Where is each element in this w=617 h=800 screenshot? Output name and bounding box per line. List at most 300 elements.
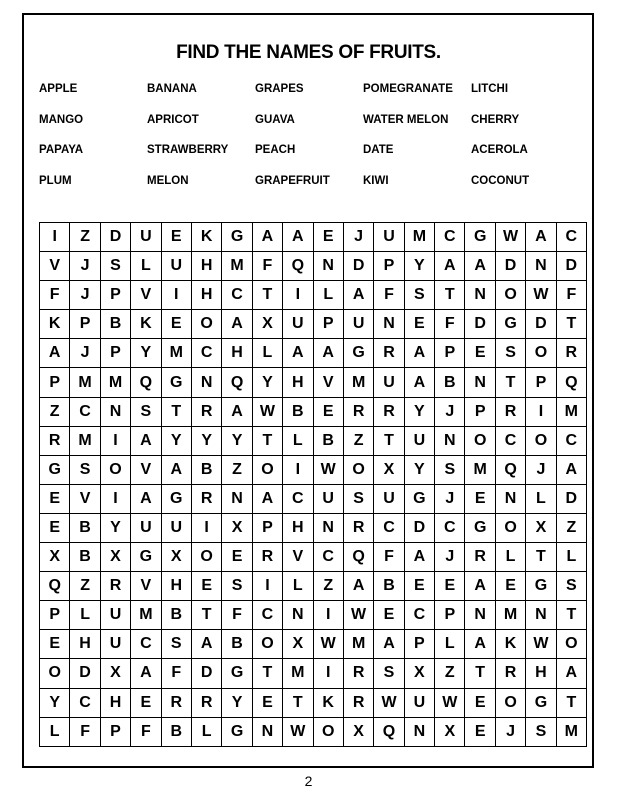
- grid-cell: C: [283, 484, 313, 513]
- grid-cell: S: [161, 630, 191, 659]
- grid-cell: C: [374, 513, 404, 542]
- grid-cell: M: [495, 601, 525, 630]
- grid-cell: P: [70, 310, 100, 339]
- grid-cell: S: [131, 397, 161, 426]
- grid-cell: R: [343, 397, 373, 426]
- grid-cell: O: [100, 455, 130, 484]
- grid-cell: G: [465, 513, 495, 542]
- grid-cell: E: [161, 310, 191, 339]
- grid-cell: X: [374, 455, 404, 484]
- grid-cell: E: [313, 223, 343, 252]
- grid-cell: A: [343, 572, 373, 601]
- grid-cell: H: [283, 513, 313, 542]
- grid-cell: P: [252, 513, 282, 542]
- grid-cell: R: [343, 659, 373, 688]
- grid-cell: A: [161, 455, 191, 484]
- word-list-row: [39, 74, 599, 105]
- grid-cell: T: [252, 659, 282, 688]
- grid-cell: Z: [556, 513, 586, 542]
- grid-cell: A: [404, 368, 434, 397]
- grid-cell: D: [556, 252, 586, 281]
- grid-cell: T: [435, 281, 465, 310]
- grid-cell: E: [465, 717, 495, 746]
- grid-cell: G: [526, 688, 556, 717]
- grid-cell: N: [526, 601, 556, 630]
- grid-row: [40, 455, 587, 484]
- grid-cell: M: [556, 397, 586, 426]
- grid-cell: Q: [283, 252, 313, 281]
- grid-cell: U: [404, 426, 434, 455]
- grid-cell: B: [435, 368, 465, 397]
- grid-cell: O: [526, 339, 556, 368]
- grid-cell: Q: [556, 368, 586, 397]
- grid-cell: D: [465, 310, 495, 339]
- grid-cell: P: [526, 368, 556, 397]
- grid-cell: J: [435, 397, 465, 426]
- grid-cell: Q: [374, 717, 404, 746]
- grid-cell: H: [191, 281, 221, 310]
- grid-cell: C: [313, 543, 343, 572]
- grid-cell: W: [313, 455, 343, 484]
- fruit-word: APRICOT: [147, 113, 199, 126]
- grid-cell: A: [465, 252, 495, 281]
- grid-cell: W: [435, 688, 465, 717]
- grid-cell: O: [313, 717, 343, 746]
- grid-cell: T: [495, 368, 525, 397]
- grid-cell: I: [283, 455, 313, 484]
- grid-cell: S: [435, 455, 465, 484]
- grid-cell: L: [131, 252, 161, 281]
- grid-cell: H: [526, 659, 556, 688]
- grid-row: [40, 601, 587, 630]
- grid-cell: H: [222, 339, 252, 368]
- grid-cell: Z: [435, 659, 465, 688]
- fruit-word: COCONUT: [471, 174, 530, 187]
- grid-cell: X: [283, 630, 313, 659]
- grid-cell: O: [495, 688, 525, 717]
- grid-cell: J: [526, 455, 556, 484]
- grid-cell: N: [252, 717, 282, 746]
- grid-cell: P: [435, 339, 465, 368]
- grid-cell: T: [374, 426, 404, 455]
- grid-cell: Q: [222, 368, 252, 397]
- grid-cell: L: [252, 339, 282, 368]
- grid-cell: U: [374, 484, 404, 513]
- grid-cell: L: [70, 601, 100, 630]
- grid-cell: U: [161, 513, 191, 542]
- grid-cell: X: [40, 543, 70, 572]
- grid-cell: U: [374, 223, 404, 252]
- grid-cell: N: [435, 426, 465, 455]
- grid-cell: T: [556, 601, 586, 630]
- grid-cell: H: [283, 368, 313, 397]
- grid-cell: B: [100, 310, 130, 339]
- grid-cell: B: [70, 543, 100, 572]
- grid-cell: N: [465, 281, 495, 310]
- grid-cell: U: [161, 252, 191, 281]
- grid-cell: A: [131, 659, 161, 688]
- grid-cell: E: [495, 572, 525, 601]
- grid-cell: M: [465, 455, 495, 484]
- grid-cell: F: [435, 310, 465, 339]
- grid-cell: V: [283, 543, 313, 572]
- grid-cell: P: [100, 717, 130, 746]
- grid-cell: A: [283, 339, 313, 368]
- grid-cell: F: [131, 717, 161, 746]
- fruit-word: PEACH: [255, 144, 296, 157]
- grid-cell: B: [313, 426, 343, 455]
- grid-cell: A: [40, 339, 70, 368]
- grid-cell: L: [283, 572, 313, 601]
- grid-cell: F: [40, 281, 70, 310]
- grid-cell: O: [495, 281, 525, 310]
- grid-row: [40, 717, 587, 746]
- word-list-row: [39, 105, 599, 136]
- grid-cell: S: [70, 455, 100, 484]
- grid-row: [40, 630, 587, 659]
- grid-cell: R: [343, 513, 373, 542]
- grid-cell: A: [556, 455, 586, 484]
- grid-cell: T: [252, 426, 282, 455]
- grid-cell: O: [495, 513, 525, 542]
- grid-cell: D: [100, 223, 130, 252]
- grid-cell: V: [313, 368, 343, 397]
- grid-cell: N: [313, 513, 343, 542]
- grid-cell: E: [313, 397, 343, 426]
- grid-cell: P: [40, 601, 70, 630]
- grid-cell: Q: [131, 368, 161, 397]
- grid-cell: C: [70, 397, 100, 426]
- grid-cell: G: [161, 368, 191, 397]
- grid-cell: Y: [191, 426, 221, 455]
- grid-cell: K: [191, 223, 221, 252]
- grid-row: [40, 484, 587, 513]
- grid-cell: Y: [404, 397, 434, 426]
- grid-cell: C: [556, 223, 586, 252]
- grid-cell: W: [313, 630, 343, 659]
- fruit-word: GUAVA: [255, 113, 295, 126]
- grid-cell: E: [404, 572, 434, 601]
- grid-cell: S: [374, 659, 404, 688]
- grid-cell: E: [40, 484, 70, 513]
- grid-cell: A: [404, 543, 434, 572]
- fruit-word: GRAPEFRUIT: [255, 174, 330, 187]
- grid-row: [40, 339, 587, 368]
- grid-cell: S: [343, 484, 373, 513]
- grid-cell: I: [191, 513, 221, 542]
- grid-cell: R: [374, 339, 404, 368]
- grid-cell: T: [161, 397, 191, 426]
- grid-cell: Y: [161, 426, 191, 455]
- grid-cell: M: [70, 426, 100, 455]
- grid-cell: N: [283, 601, 313, 630]
- grid-cell: A: [131, 484, 161, 513]
- grid-cell: U: [131, 223, 161, 252]
- grid-cell: O: [343, 455, 373, 484]
- word-search-grid: [39, 222, 587, 747]
- grid-cell: J: [70, 339, 100, 368]
- grid-cell: G: [404, 484, 434, 513]
- grid-cell: G: [40, 455, 70, 484]
- grid-cell: R: [465, 543, 495, 572]
- grid-cell: W: [495, 223, 525, 252]
- grid-cell: F: [374, 281, 404, 310]
- grid-cell: A: [343, 281, 373, 310]
- grid-cell: N: [100, 397, 130, 426]
- grid-cell: V: [70, 484, 100, 513]
- grid-cell: K: [495, 630, 525, 659]
- grid-cell: V: [40, 252, 70, 281]
- grid-cell: R: [343, 688, 373, 717]
- grid-cell: O: [40, 659, 70, 688]
- grid-cell: C: [131, 630, 161, 659]
- fruit-word: BANANA: [147, 83, 197, 96]
- grid-cell: B: [161, 717, 191, 746]
- grid-cell: M: [343, 368, 373, 397]
- grid-row: [40, 659, 587, 688]
- grid-cell: P: [313, 310, 343, 339]
- grid-cell: A: [465, 630, 495, 659]
- grid-cell: I: [100, 426, 130, 455]
- grid-cell: C: [404, 601, 434, 630]
- grid-cell: A: [465, 572, 495, 601]
- grid-cell: O: [191, 543, 221, 572]
- grid-cell: M: [100, 368, 130, 397]
- grid-cell: X: [526, 513, 556, 542]
- grid-cell: A: [556, 659, 586, 688]
- grid-cell: J: [343, 223, 373, 252]
- grid-cell: D: [556, 484, 586, 513]
- grid-cell: N: [374, 310, 404, 339]
- grid-cell: R: [161, 688, 191, 717]
- grid-cell: B: [161, 601, 191, 630]
- grid-cell: Y: [100, 513, 130, 542]
- grid-cell: A: [283, 223, 313, 252]
- grid-cell: Y: [222, 426, 252, 455]
- grid-cell: H: [161, 572, 191, 601]
- grid-cell: I: [252, 572, 282, 601]
- grid-cell: B: [70, 513, 100, 542]
- grid-cell: W: [283, 717, 313, 746]
- grid-cell: E: [435, 572, 465, 601]
- grid-cell: D: [191, 659, 221, 688]
- grid-cell: C: [435, 223, 465, 252]
- grid-cell: K: [313, 688, 343, 717]
- word-list-row: [39, 166, 599, 197]
- grid-cell: D: [495, 252, 525, 281]
- grid-cell: A: [374, 630, 404, 659]
- grid-cell: S: [556, 572, 586, 601]
- grid-cell: Y: [404, 252, 434, 281]
- grid-cell: O: [465, 426, 495, 455]
- grid-cell: Y: [252, 368, 282, 397]
- grid-cell: L: [191, 717, 221, 746]
- grid-cell: N: [526, 252, 556, 281]
- grid-cell: R: [191, 484, 221, 513]
- grid-cell: S: [526, 717, 556, 746]
- grid-cell: D: [526, 310, 556, 339]
- grid-cell: K: [131, 310, 161, 339]
- grid-cell: K: [40, 310, 70, 339]
- grid-cell: X: [222, 513, 252, 542]
- grid-cell: G: [222, 659, 252, 688]
- grid-cell: V: [131, 572, 161, 601]
- grid-cell: A: [313, 339, 343, 368]
- grid-cell: U: [100, 601, 130, 630]
- grid-cell: E: [374, 601, 404, 630]
- grid-cell: E: [465, 688, 495, 717]
- grid-cell: W: [374, 688, 404, 717]
- grid-cell: N: [313, 252, 343, 281]
- grid-cell: O: [252, 630, 282, 659]
- grid-cell: T: [283, 688, 313, 717]
- grid-cell: N: [495, 484, 525, 513]
- grid-cell: H: [70, 630, 100, 659]
- grid-cell: W: [252, 397, 282, 426]
- grid-cell: E: [252, 688, 282, 717]
- grid-row: [40, 368, 587, 397]
- grid-cell: M: [283, 659, 313, 688]
- grid-cell: L: [40, 717, 70, 746]
- grid-cell: L: [526, 484, 556, 513]
- fruit-word: MANGO: [39, 113, 84, 126]
- grid-cell: R: [100, 572, 130, 601]
- grid-cell: E: [40, 630, 70, 659]
- grid-row: [40, 223, 587, 252]
- grid-cell: Q: [343, 543, 373, 572]
- grid-cell: U: [100, 630, 130, 659]
- fruit-word: GRAPES: [255, 83, 304, 96]
- grid-cell: C: [556, 426, 586, 455]
- fruit-word: POMEGRANATE: [363, 83, 453, 96]
- grid-cell: C: [191, 339, 221, 368]
- grid-row: [40, 572, 587, 601]
- grid-cell: T: [252, 281, 282, 310]
- grid-cell: N: [465, 601, 495, 630]
- grid-cell: G: [222, 717, 252, 746]
- grid-cell: B: [222, 630, 252, 659]
- grid-cell: A: [191, 630, 221, 659]
- grid-cell: P: [100, 281, 130, 310]
- grid-cell: A: [131, 426, 161, 455]
- grid-cell: P: [40, 368, 70, 397]
- grid-cell: T: [191, 601, 221, 630]
- grid-cell: F: [374, 543, 404, 572]
- grid-cell: E: [465, 484, 495, 513]
- grid-row: [40, 252, 587, 281]
- fruit-word: PLUM: [39, 174, 72, 187]
- grid-row: [40, 513, 587, 542]
- fruit-word: STRAWBERRY: [147, 144, 229, 157]
- grid-cell: S: [100, 252, 130, 281]
- grid-cell: D: [70, 659, 100, 688]
- grid-cell: B: [374, 572, 404, 601]
- grid-cell: L: [556, 543, 586, 572]
- grid-cell: X: [435, 717, 465, 746]
- grid-cell: G: [465, 223, 495, 252]
- grid-cell: J: [70, 281, 100, 310]
- grid-cell: U: [131, 513, 161, 542]
- grid-cell: U: [374, 368, 404, 397]
- grid-cell: M: [222, 252, 252, 281]
- grid-cell: H: [100, 688, 130, 717]
- grid-row: [40, 543, 587, 572]
- grid-cell: B: [283, 397, 313, 426]
- grid-cell: F: [161, 659, 191, 688]
- grid-cell: I: [313, 601, 343, 630]
- grid-cell: X: [404, 659, 434, 688]
- grid-cell: W: [526, 630, 556, 659]
- grid-cell: U: [343, 310, 373, 339]
- grid-cell: T: [526, 543, 556, 572]
- grid-cell: F: [222, 601, 252, 630]
- grid-cell: I: [526, 397, 556, 426]
- grid-cell: L: [313, 281, 343, 310]
- grid-cell: R: [374, 397, 404, 426]
- grid-cell: R: [252, 543, 282, 572]
- grid-cell: I: [313, 659, 343, 688]
- grid-cell: C: [435, 513, 465, 542]
- grid-cell: E: [161, 223, 191, 252]
- grid-cell: R: [191, 688, 221, 717]
- grid-cell: R: [191, 397, 221, 426]
- grid-cell: W: [343, 601, 373, 630]
- grid-cell: P: [404, 630, 434, 659]
- page-title: FIND THE NAMES OF FRUITS.: [176, 42, 441, 63]
- grid-cell: G: [343, 339, 373, 368]
- grid-cell: I: [161, 281, 191, 310]
- grid-cell: G: [526, 572, 556, 601]
- grid-cell: V: [131, 455, 161, 484]
- grid-cell: I: [100, 484, 130, 513]
- grid-cell: A: [222, 397, 252, 426]
- grid-cell: X: [100, 659, 130, 688]
- fruit-word: ACEROLA: [471, 144, 528, 157]
- grid-cell: X: [343, 717, 373, 746]
- grid-cell: C: [495, 426, 525, 455]
- grid-cell: L: [495, 543, 525, 572]
- grid-cell: Q: [40, 572, 70, 601]
- grid-cell: R: [495, 659, 525, 688]
- grid-cell: M: [70, 368, 100, 397]
- grid-cell: R: [495, 397, 525, 426]
- grid-cell: A: [435, 252, 465, 281]
- grid-cell: G: [222, 223, 252, 252]
- grid-cell: E: [404, 310, 434, 339]
- grid-cell: N: [465, 368, 495, 397]
- grid-cell: L: [435, 630, 465, 659]
- grid-cell: G: [131, 543, 161, 572]
- grid-cell: R: [40, 426, 70, 455]
- grid-cell: L: [283, 426, 313, 455]
- grid-cell: H: [191, 252, 221, 281]
- grid-cell: T: [465, 659, 495, 688]
- grid-cell: J: [435, 484, 465, 513]
- grid-cell: Z: [40, 397, 70, 426]
- grid-row: [40, 688, 587, 717]
- word-list-row: [39, 135, 599, 166]
- grid-cell: V: [131, 281, 161, 310]
- grid-cell: P: [100, 339, 130, 368]
- grid-cell: U: [283, 310, 313, 339]
- fruit-word: WATER MELON: [363, 113, 449, 126]
- grid-row: [40, 281, 587, 310]
- grid-cell: Y: [404, 455, 434, 484]
- grid-cell: E: [191, 572, 221, 601]
- grid-cell: I: [283, 281, 313, 310]
- grid-cell: X: [252, 310, 282, 339]
- grid-cell: Q: [495, 455, 525, 484]
